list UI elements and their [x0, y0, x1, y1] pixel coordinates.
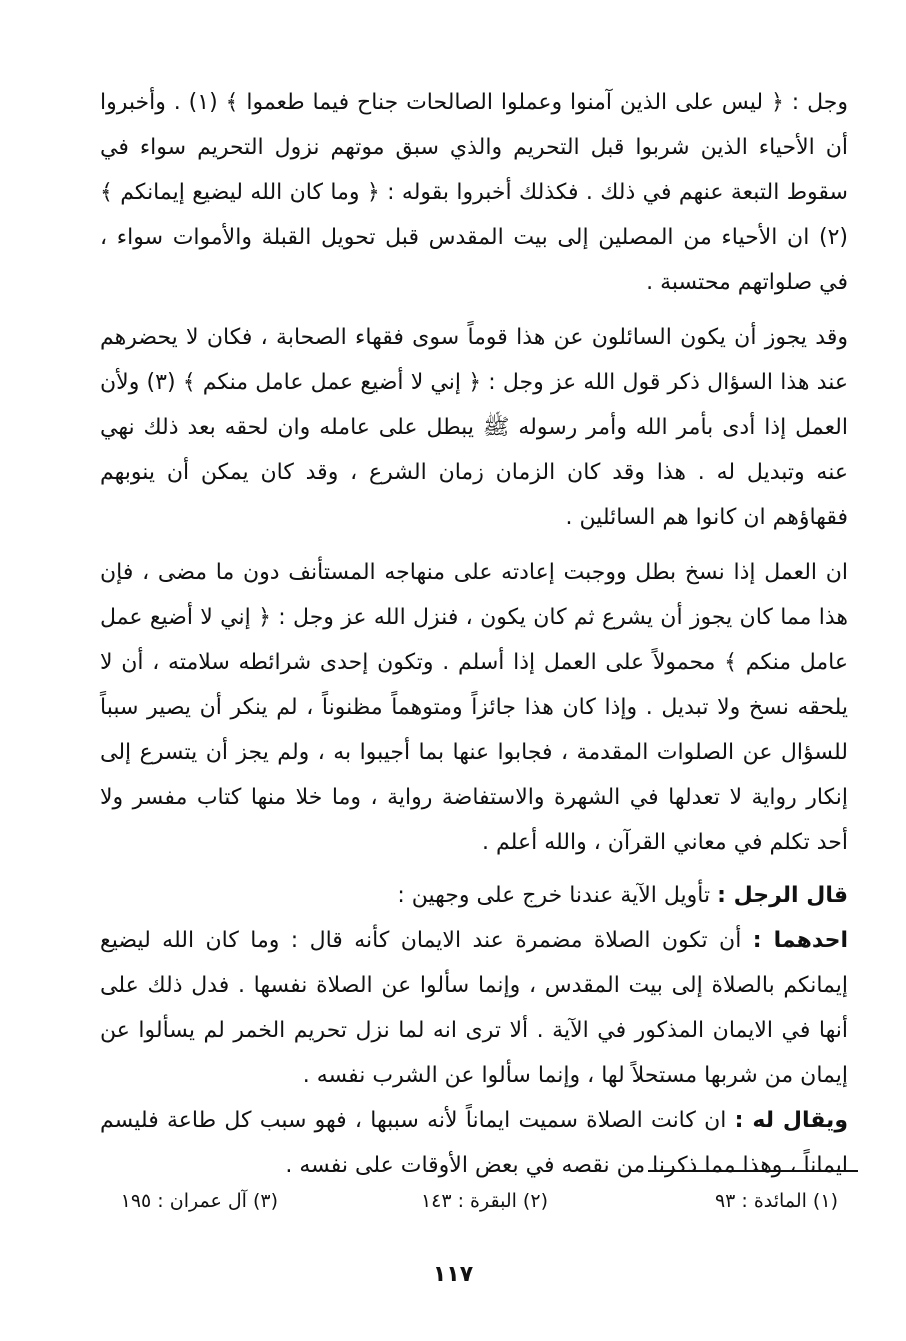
paragraph-3: ان العمل إذا نسخ بطل ووجبت إعادته على منهاجه المستأنف دون ما مضى ، فإن هذا مما كان يجوز أن يشرع ثم كان يكون ، فنزل الله عز وجل : ﴿ إني لا أضيع عمل عامل منكم ﴾ محمولاً على العمل إذا أسلم . وتكون إحدى شرائطه سلامته ، أن لا يلحقه نسخ ولا تبديل . وإذا كان هذا جائزاً ومتوهماً مظنوناً ، لم ينكر أن يصير سبباً للسؤال عن الصلوات المقدمة ، فجابوا عنها بما أجيبوا به ، ولم يجز أن يتسرع إلى إنكار رواية لا تعدلها في الشهرة والاستفاضة رواية ، وما خلا منها كتاب مفسر ولا أحد تكلم في معاني القرآن ، والله أعلم .: [100, 560, 848, 855]
footnote-1: (١) المائدة : ٩٣: [714, 1190, 838, 1212]
first-way-text: أن تكون الصلاة مضمرة عند الايمان كأنه قال : وما كان الله ليضيع إيمانكم بالصلاة إلى بيت المقدس ، وإنما سألوا عن الصلاة نفسها . فدل ذلك على أنها في الايمان المذكور في الآية . ألا ترى انه لما نزل تحريم الخمر لم يسألوا عن إيمان من شربها مستحلاً لها ، وإنما سألوا عن الشرب نفسه .: [100, 928, 848, 1088]
first-way-paragraph: [100, 918, 848, 1098]
main-text: [100, 80, 848, 1188]
footnote-3: (٣) آل عمران : ١٩٥: [120, 1190, 278, 1212]
second-way-lead: ويقال له :: [734, 1108, 848, 1133]
section-heading: [100, 873, 848, 918]
heading-lead: قال الرجل :: [717, 883, 848, 908]
footnote-2: (٢) البقرة : ١٤٣: [420, 1190, 548, 1212]
footnotes: [100, 1190, 848, 1230]
page-number: ١١٧: [432, 1262, 474, 1287]
second-way-text: ان كانت الصلاة سميت ايماناً لأنه سببها ، فهو سبب كل طاعة فليسم ايماناً ، وهذا مما ذكرنا من نقصه في بعض الأوقات على نفسه .: [100, 1108, 848, 1178]
first-way-lead: احدهما :: [752, 928, 848, 953]
heading-text: تأويل الآية عندنا خرج على وجهين :: [397, 883, 718, 908]
paragraph-2: وقد يجوز أن يكون السائلون عن هذا قوماً سوى فقهاء الصحابة ، فكان لا يحضرهم عند هذا السؤال ذكر قول الله عز وجل : ﴿ إني لا أضيع عمل عامل منكم ﴾ (٣) ولأن العمل إذا أدى بأمر الله وأمر رسوله ﷺ يبطل على عامله وان لحقه بعد ذلك نهي عنه وتبديل له . هذا وقد كان الزمان زمان الشرع ، وقد كان يمكن أن ينوبهم فقهاؤهم ان كانوا هم السائلين .: [100, 325, 849, 530]
paragraph-1: وجل : ﴿ ليس على الذين آمنوا وعملوا الصالحات جناح فيما طعموا ﴾ (١) . وأخبروا أن الأحياء الذين شربوا قبل التحريم والذي سبق موتهم نزول التحريم سواء في سقوط التبعة عنهم في ذلك . فكذلك أخبروا بقوله : ﴿ وما كان الله ليضيع إيمانكم ﴾ (٢) ان الأحياء من المصلين إلى بيت المقدس قبل تحويل القبلة والأموات سواء ، في صلواتهم محتسبة .: [100, 90, 848, 295]
second-way-paragraph: [100, 1098, 848, 1188]
footnote-divider: [648, 1170, 858, 1172]
